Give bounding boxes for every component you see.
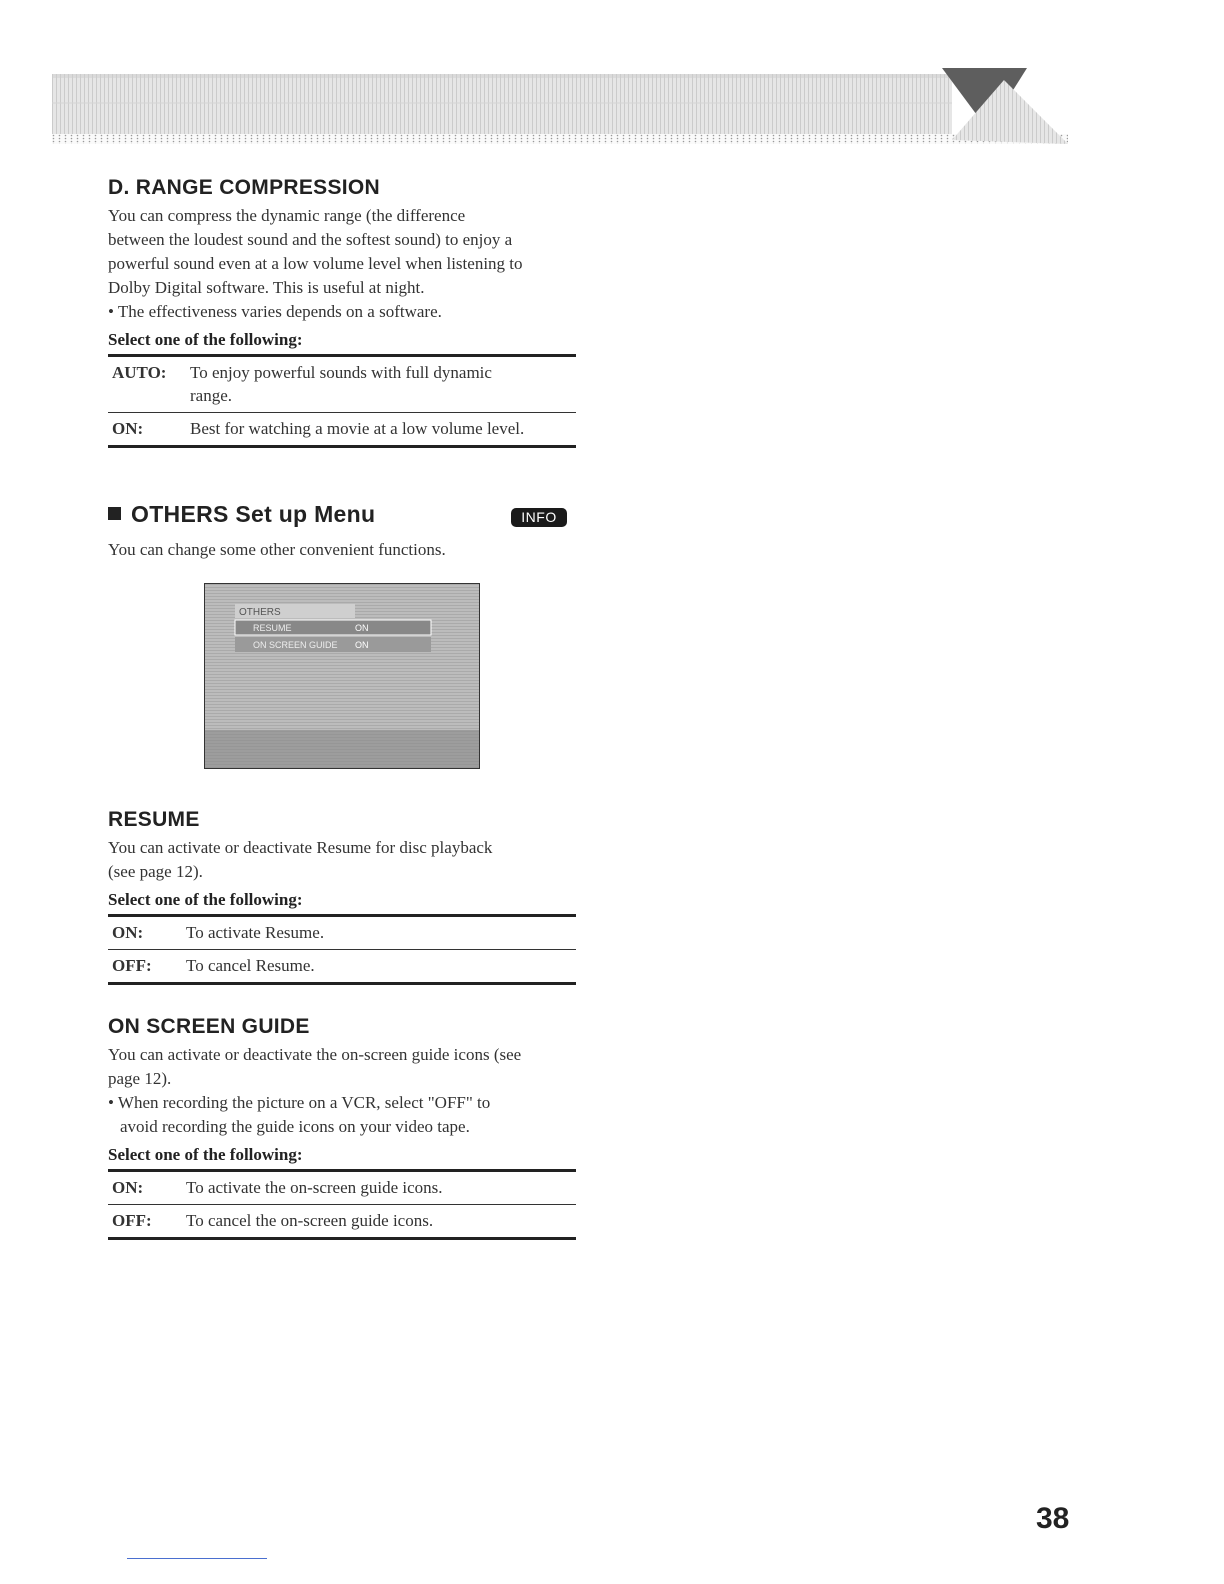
screen-row-label: ON SCREEN GUIDE — [253, 640, 338, 650]
screen-illustration — [205, 584, 479, 768]
osg-body-line: page 12). — [108, 1069, 172, 1088]
drc-note: • The effectiveness varies depends on a software. — [108, 302, 442, 321]
table-row — [108, 356, 576, 413]
option-key: ON: — [112, 923, 144, 942]
drc-body-line: You can compress the dynamic range (the difference — [108, 206, 466, 225]
option-desc: To activate Resume. — [186, 923, 325, 942]
osg-note-line: avoid recording the guide icons on your video tape. — [120, 1117, 470, 1136]
others-menu-screen-image — [204, 583, 480, 769]
drc-body-line: Dolby Digital software. This is useful at night. — [108, 278, 425, 297]
table-row — [108, 950, 576, 984]
resume-title: RESUME — [108, 808, 200, 831]
option-key: AUTO: — [112, 363, 167, 382]
option-desc-line: range. — [190, 386, 233, 405]
drc-body-line: between the loudest sound and the softest sound) to enjoy a — [108, 230, 513, 249]
option-desc: To activate the on-screen guide icons. — [186, 1178, 443, 1197]
drc-title: D. RANGE COMPRESSION — [108, 176, 381, 199]
others-section — [108, 500, 576, 562]
table-row — [108, 916, 576, 950]
square-bullet-icon — [108, 507, 121, 520]
footer-rule — [127, 1558, 267, 1559]
option-desc: To cancel the on-screen guide icons. — [186, 1205, 576, 1239]
table-row — [108, 1171, 576, 1205]
others-title — [108, 500, 576, 528]
info-badge: INFO — [511, 508, 567, 527]
osg-body-line: You can activate or deactivate the on-screen guide icons (see — [108, 1045, 522, 1064]
osg-title: ON SCREEN GUIDE — [108, 1015, 310, 1038]
option-key: OFF: — [108, 1205, 186, 1239]
table-row — [108, 413, 576, 447]
option-desc-line: To enjoy powerful sounds with full dynamic — [190, 363, 492, 382]
drc-body-line: powerful sound even at a low volume level when listening to — [108, 254, 523, 273]
osg-section — [108, 1013, 576, 1240]
option-desc: To cancel Resume. — [186, 950, 576, 984]
resume-select-label: Select one of the following: — [108, 890, 303, 909]
resume-options-table — [108, 914, 576, 985]
drc-select-label: Select one of the following: — [108, 330, 303, 349]
osg-options-table — [108, 1169, 576, 1240]
screen-row-value: ON — [355, 640, 369, 650]
option-desc — [190, 356, 576, 413]
osg-note-line: • When recording the picture on a VCR, select "OFF" to — [108, 1093, 491, 1112]
others-title-text: OTHERS Set up Menu — [131, 501, 376, 527]
others-intro: You can change some other convenient functions. — [108, 540, 446, 559]
screen-menu-title: OTHERS — [239, 607, 281, 618]
osg-select-label: Select one of the following: — [108, 1145, 303, 1164]
header-pattern-band — [52, 68, 1068, 146]
table-row — [108, 1205, 576, 1239]
resume-section — [108, 806, 576, 985]
option-key: OFF: — [108, 950, 186, 984]
option-desc: Best for watching a movie at a low volume level. — [190, 413, 576, 447]
page-number: 38 — [1036, 1502, 1070, 1535]
resume-body-line: You can activate or deactivate Resume for disc playback — [108, 838, 493, 857]
drc-section — [108, 174, 576, 448]
option-key: ON: — [108, 413, 190, 447]
screen-row-label: RESUME — [253, 623, 292, 633]
resume-body-line: (see page 12). — [108, 862, 203, 881]
drc-options-table — [108, 354, 576, 448]
screen-row-value: ON — [355, 623, 369, 633]
option-key: ON: — [112, 1178, 144, 1197]
